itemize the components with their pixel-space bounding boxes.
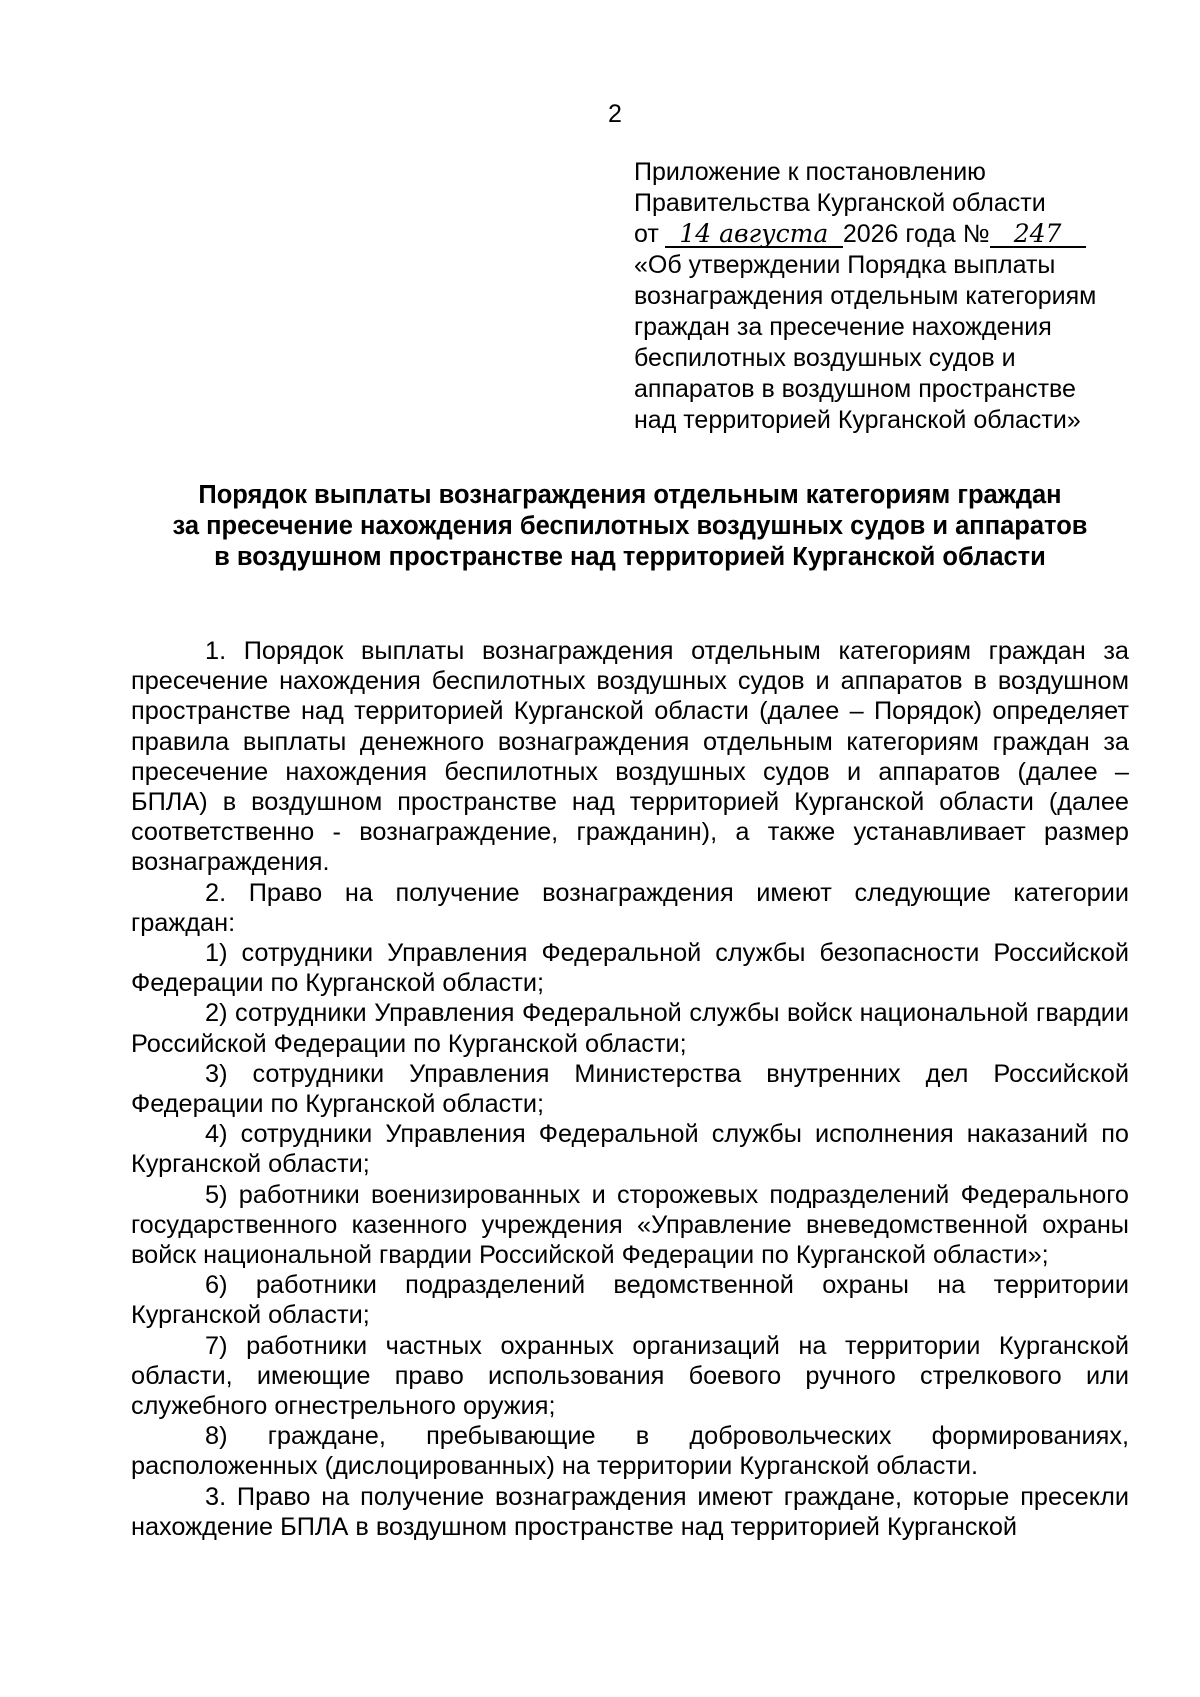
appendix-line: аппаратов в воздушном пространстве <box>634 375 1076 403</box>
appendix-line: граждан за пресечение нахождения <box>634 313 1052 341</box>
appendix-date-line <box>634 219 1134 250</box>
appendix-block <box>634 157 1134 436</box>
title-line: в воздушном пространстве над территорией Курганской области <box>214 543 1046 571</box>
appendix-line: над территорией Курганской области» <box>634 406 1081 434</box>
paragraph: 1) сотрудники Управления Федеральной службы безопасности Российской Федерации по Курганской области; <box>131 939 1129 998</box>
paragraph: 7) работники частных охранных организаций на территории Курганской области, имеющие право использования боевого ручного стрелкового или служебного огнестрельного оружия; <box>131 1331 1129 1421</box>
document-body <box>131 636 1129 1542</box>
year-label: 2026 года № <box>842 220 990 248</box>
appendix-line: вознаграждения отдельным категориям <box>634 282 1097 310</box>
title-line: за пресечение нахождения беспилотных воздушных судов и аппаратов <box>172 512 1088 540</box>
paragraph: 1. Порядок выплаты вознаграждения отдельным категориям граждан за пресечение нахождения беспилотных воздушных судов и аппаратов в воздушном пространстве над территорией Курганской области (далее – Порядок) определяет правила выплаты денежного вознаграждения отдельным категориям граждан за пресечение нахождения беспилотных воздушных судов и аппаратов (далее – БПЛА) в воздушном пространстве над территорией Курганской области (далее соответственно - вознаграждение, гражданин), а также устанавливает размер вознаграждения. <box>131 637 1129 877</box>
appendix-line: Приложение к постановлению <box>634 158 986 186</box>
paragraph: 3. Право на получение вознаграждения имеют граждане, которые пресекли нахождение БПЛА в воздушном пространстве над территорией Курганской <box>131 1482 1129 1541</box>
page-number: 2 <box>608 100 622 128</box>
paragraph: 4) сотрудники Управления Федеральной службы исполнения наказаний по Курганской области; <box>131 1120 1129 1179</box>
paragraph: 3) сотрудники Управления Министерства внутренних дел Российской Федерации по Курганской области; <box>131 1059 1129 1119</box>
paragraph: 2. Право на получение вознаграждения имеют следующие категории граждан: <box>131 878 1129 937</box>
appendix-line: Правительства Курганской области <box>634 189 1046 217</box>
paragraph: 5) работники военизированных и сторожевых подразделений Федерального государственного казенного учреждения «Управление вневедомственной охраны войск национальной гвардии Российской Федерации по Курганской области»; <box>131 1180 1129 1270</box>
appendix-line: «Об утверждении Порядка выплаты <box>634 251 1056 279</box>
paragraph: 2) сотрудники Управления Федеральной службы войск национальной гвардии Российской Федерации по Курганской области; <box>131 999 1129 1058</box>
from-label: от <box>634 220 659 248</box>
paragraph: 6) работники подразделений ведомственной охраны на территории Курганской области; <box>131 1271 1129 1330</box>
handwritten-number: 247 <box>990 222 1086 248</box>
paragraph: 8) граждане, пребывающие в добровольческих формированиях, расположенных (дислоцированных) на территории Курганской области. <box>131 1422 1129 1481</box>
handwritten-date: 14 августа <box>665 222 843 248</box>
document-title <box>130 480 1130 573</box>
appendix-line: беспилотных воздушных судов и <box>634 344 1016 372</box>
title-line: Порядок выплаты вознаграждения отдельным категориям граждан <box>198 481 1062 509</box>
